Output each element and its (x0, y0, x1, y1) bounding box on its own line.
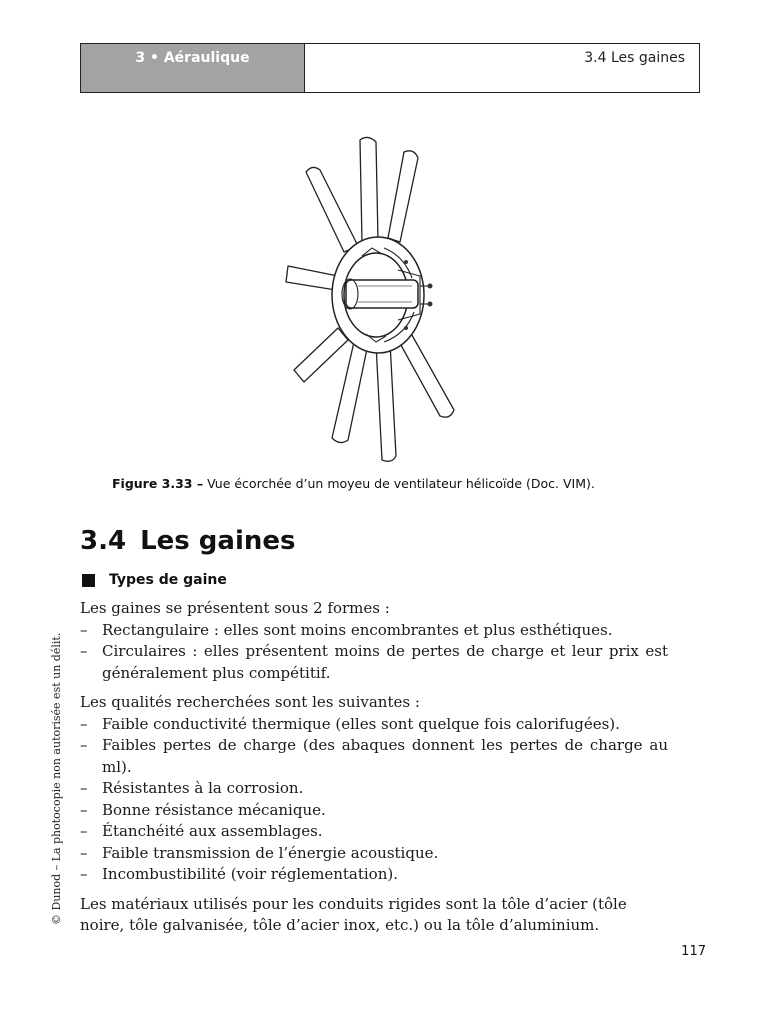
hub-shaft (346, 280, 418, 308)
copyright-notice: © Dunod – La photocopie non autorisée est un délit. (50, 632, 63, 925)
paragraph-forms-intro: Les gaines se présentent sous 2 formes : (80, 599, 390, 617)
list-item: – Rectangulaire : elles sont moins encombrantes et plus esthétiques. (80, 620, 668, 642)
section-title: Les gaines (140, 526, 296, 556)
fan-blade (376, 342, 396, 461)
list-item: – Bonne résistance mécanique. (80, 800, 668, 822)
fan-hub-illustration (280, 130, 480, 465)
dash-bullet: – (80, 620, 88, 639)
fan-blade (306, 167, 358, 252)
paragraph-materials: Les matériaux utilisés pour les conduits rigides sont la tôle d’acier (tôle noire, tôle galvanisée, tôle d’acier inox, etc.) ou la tôle d’aluminium. (80, 894, 627, 934)
fan-blade (294, 328, 348, 382)
figure-caption-text: Vue écorchée d’un moyeu de ventilateur hélicoïde (Doc. VIM). (203, 476, 595, 491)
list-item: – Faibles pertes de charge (des abaques donnent les pertes de charge au ml). (80, 736, 668, 776)
list-item: – Faible conductivité thermique (elles sont quelque fois calorifugées). (80, 714, 668, 736)
list-item: – Étanchéité aux assemblages. (80, 821, 668, 843)
body-text (80, 598, 668, 937)
list-item: – Résistantes à la corrosion. (80, 778, 668, 800)
figure-caption (112, 476, 712, 491)
fan-blade (332, 342, 368, 443)
forms-list (80, 620, 668, 685)
dash-bullet: – (80, 822, 88, 840)
dash-bullet: – (80, 843, 88, 862)
list-item: – Faible transmission de l’énergie acoustique. (80, 843, 668, 865)
figure-caption-label: Figure 3.33 – (112, 476, 204, 491)
running-header (80, 43, 700, 93)
section-heading (80, 526, 295, 556)
paragraph-qualities-intro: Les qualités recherchées sont les suivantes : (80, 693, 420, 711)
section-label: 3.4 Les gaines (584, 50, 685, 66)
page-number: 117 (681, 944, 706, 959)
square-bullet-icon (82, 574, 95, 587)
fan-blade (286, 266, 338, 290)
subheading-text: Types de gaine (109, 572, 227, 588)
fan-blade (360, 137, 378, 242)
chapter-label: 3 • Aéraulique (81, 44, 305, 92)
subheading (82, 572, 227, 588)
dash-bullet: – (80, 736, 88, 754)
dash-bullet: – (80, 642, 88, 660)
dash-bullet: – (80, 800, 88, 819)
dash-bullet: – (80, 865, 88, 883)
dash-bullet: – (80, 714, 88, 733)
qualities-list (80, 714, 668, 886)
fan-blade (388, 151, 418, 242)
section-number: 3.4 (80, 526, 127, 556)
list-item: – Incombustibilité (voir réglementation). (80, 864, 668, 886)
dash-bullet: – (80, 779, 88, 797)
list-item: – Circulaires : elles présentent moins de pertes de charge et leur prix est généralement plus compétitif. (80, 642, 668, 682)
